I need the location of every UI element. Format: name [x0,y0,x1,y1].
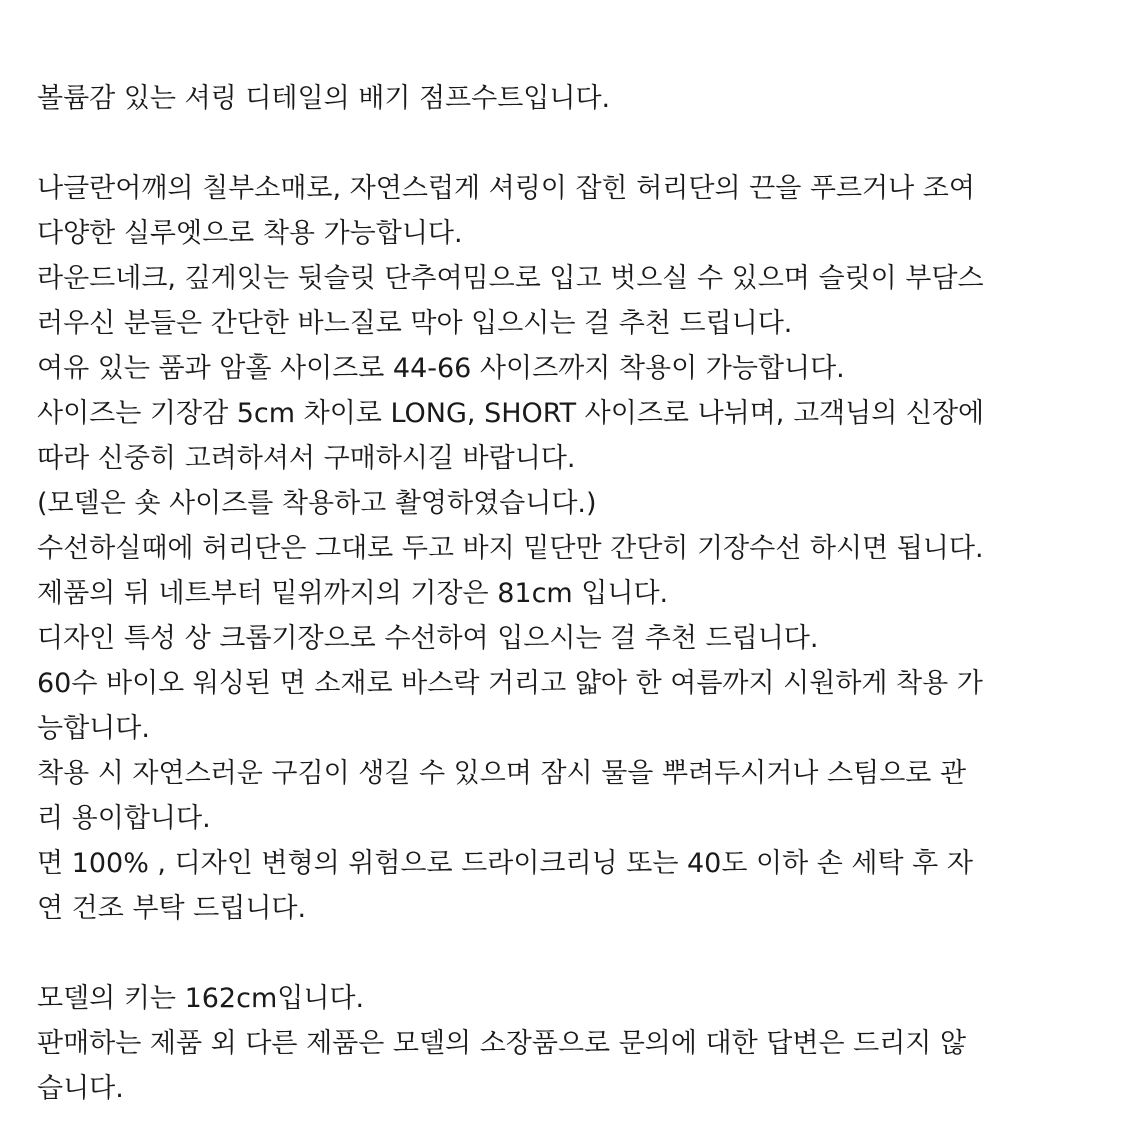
text-line: 수선하실때에 허리단은 그대로 두고 바지 밑단만 간단히 기장수선 하시면 됩니다. [37,533,984,564]
text-line: 착용 시 자연스러운 구김이 생길 수 있으며 잠시 물을 뿌려두시거나 스팀으로 관 [37,758,967,789]
paragraph-gap [37,121,1097,166]
text-line: 러우신 분들은 간단한 바느질로 막아 입으시는 걸 추천 드립니다. [37,308,793,339]
text-line: 다양한 실루엣으로 착용 가능합니다. [37,218,463,249]
text-line: 사이즈는 기장감 5cm 차이로 LONG, SHORT 사이즈로 나뉘며, 고객님의 신장에 [37,398,985,429]
intro-line: 볼륨감 있는 셔링 디테일의 배기 점프수트입니다. [37,83,611,114]
text-line: 라운드네크, 깊게잇는 뒷슬릿 단추여밈으로 입고 벗으실 수 있으며 슬릿이 부담스 [37,263,984,294]
model-info-line: 모델의 키는 162cm입니다. [37,983,365,1014]
text-line: 리 용이합니다. [37,803,211,834]
text-line: 제품의 뒤 네트부터 밑위까지의 기장은 81cm 입니다. [37,578,669,609]
model-info-line: 습니다. [37,1073,124,1104]
model-info-line: 판매하는 제품 외 다른 제품은 모델의 소장품으로 문의에 대한 답변은 드리지 않 [37,1028,967,1059]
paragraph-gap [37,931,1097,976]
text-line: 디자인 특성 상 크롭기장으로 수선하여 입으시는 걸 추천 드립니다. [37,623,819,654]
text-line: 면 100% , 디자인 변형의 위험으로 드라이크리닝 또는 40도 이하 손 세탁 후 자 [37,848,973,879]
product-description [37,76,1097,1111]
text-line: 여유 있는 품과 암홀 사이즈로 44-66 사이즈까지 착용이 가능합니다. [37,353,845,384]
text-line: 능합니다. [37,713,150,744]
text-line: 연 건조 부탁 드립니다. [37,893,307,924]
text-line: 60수 바이오 워싱된 면 소재로 바스락 거리고 얇아 한 여름까지 시원하게 착용 가 [37,668,983,699]
text-line: 나글란어깨의 칠부소매로, 자연스럽게 셔링이 잡힌 허리단의 끈을 푸르거나 조여 [37,173,975,204]
text-line: (모델은 숏 사이즈를 착용하고 촬영하였습니다.) [37,488,597,519]
text-line: 따라 신중히 고려하셔서 구매하시길 바랍니다. [37,443,576,474]
